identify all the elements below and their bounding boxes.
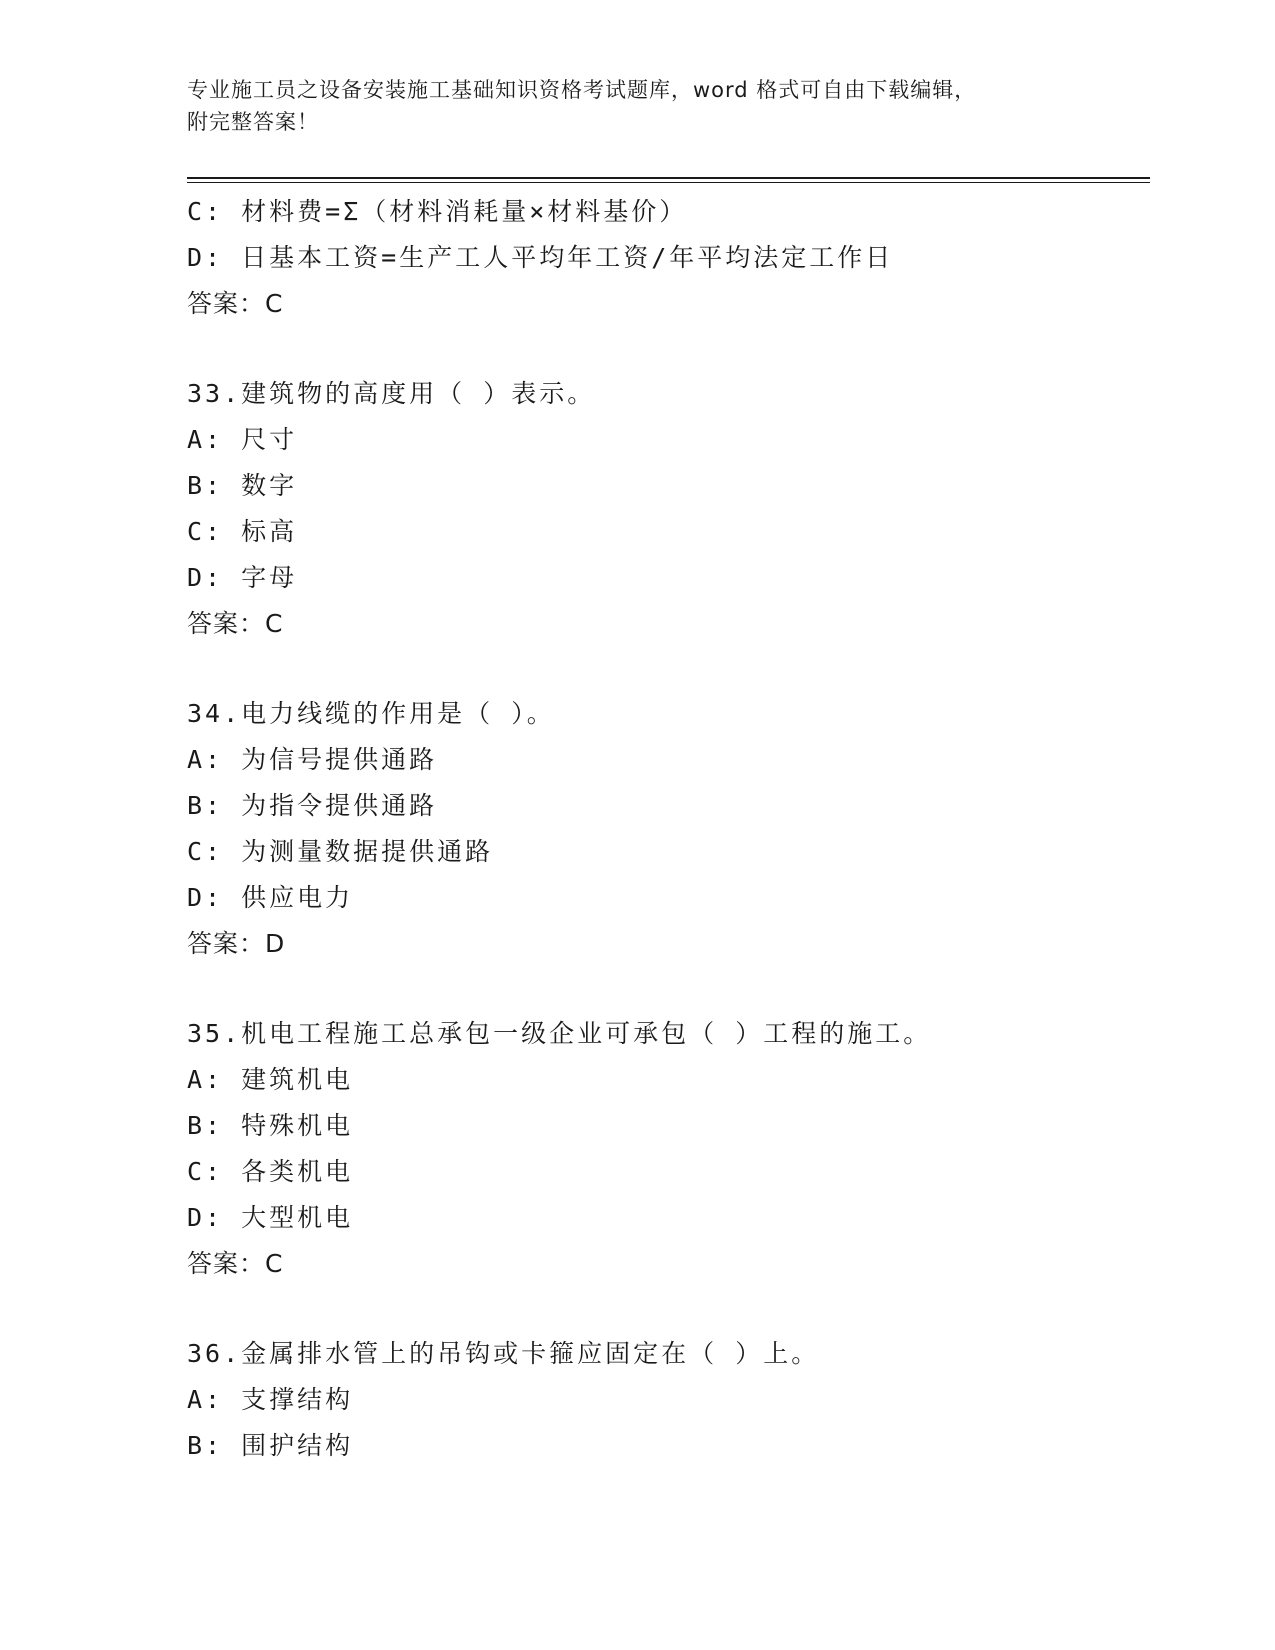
question-stem: 33.建筑物的高度用（ ）表示。 <box>187 379 596 408</box>
question-stem: 34.电力线缆的作用是（ ）。 <box>187 699 555 728</box>
question-34 <box>187 691 1147 967</box>
question-33 <box>187 371 1147 647</box>
option-a: A: 支撑结构 <box>187 1385 354 1414</box>
spacer <box>187 647 1147 691</box>
option-a: A: 为信号提供通路 <box>187 745 438 774</box>
answer-line: 答案：C <box>187 1249 284 1278</box>
option-b: B: 围护结构 <box>187 1431 354 1460</box>
question-35 <box>187 1011 1147 1287</box>
document-header <box>187 74 1107 138</box>
option-c: C: 标高 <box>187 517 298 546</box>
question-stem: 36.金属排水管上的吊钩或卡箍应固定在（ ）上。 <box>187 1339 820 1368</box>
option-a: A: 建筑机电 <box>187 1065 354 1094</box>
question-list <box>187 189 1147 1469</box>
header-divider-thick <box>187 177 1150 179</box>
option-d: D: 供应电力 <box>187 883 354 912</box>
question-32-tail <box>187 189 1147 327</box>
option-d: D: 日基本工资=生产工人平均年工资/年平均法定工作日 <box>187 243 894 272</box>
option-c: C: 各类机电 <box>187 1157 354 1186</box>
question-36 <box>187 1331 1147 1469</box>
header-divider-thin <box>187 182 1150 183</box>
option-b: B: 特殊机电 <box>187 1111 354 1140</box>
answer-line: 答案：C <box>187 289 284 318</box>
header-line-2: 附完整答案！ <box>187 110 319 134</box>
spacer <box>187 1287 1147 1331</box>
option-b: B: 为指令提供通路 <box>187 791 438 820</box>
option-c: C: 材料费=Σ（材料消耗量×材料基价） <box>187 197 688 226</box>
option-c: C: 为测量数据提供通路 <box>187 837 494 866</box>
answer-line: 答案：D <box>187 929 286 958</box>
spacer <box>187 327 1147 371</box>
option-d: D: 大型机电 <box>187 1203 354 1232</box>
answer-line: 答案：C <box>187 609 284 638</box>
option-d: D: 字母 <box>187 563 298 592</box>
option-b: B: 数字 <box>187 471 298 500</box>
question-stem: 35.机电工程施工总承包一级企业可承包（ ）工程的施工。 <box>187 1019 932 1048</box>
header-line-1: 专业施工员之设备安装施工基础知识资格考试题库，word 格式可自由下载编辑， <box>187 78 977 102</box>
option-a: A: 尺寸 <box>187 425 298 454</box>
spacer <box>187 967 1147 1011</box>
